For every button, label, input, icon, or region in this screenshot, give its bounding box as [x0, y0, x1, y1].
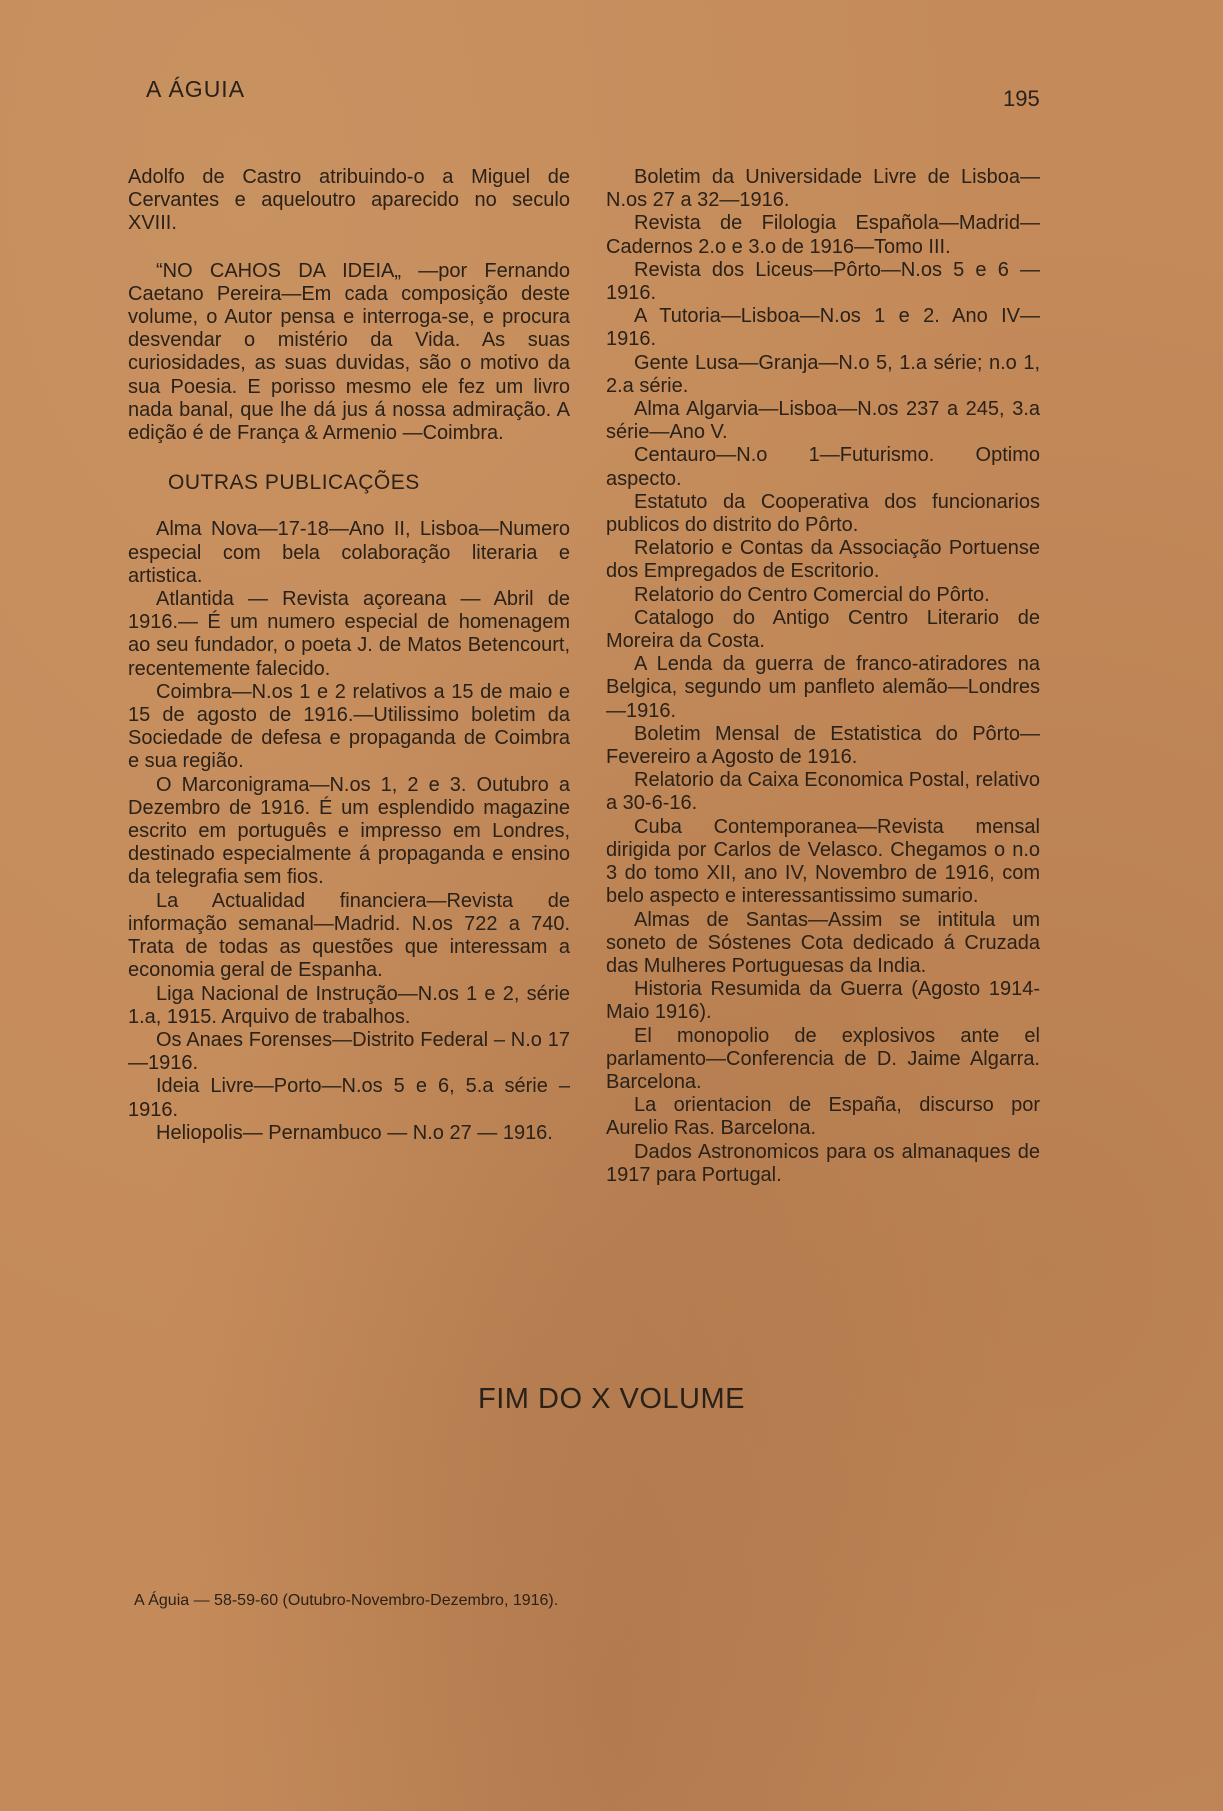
list-item: Relatorio da Caixa Economica Postal, relativo a 30-6-16.	[606, 769, 1040, 815]
list-item: Catalogo do Antigo Centro Literario de Moreira da Costa.	[606, 606, 1040, 653]
list-item: Ideia Livre—Porto—N.os 5 e 6, 5.a série –1916.	[128, 1075, 570, 1121]
list-item: O Marconigrama—N.os 1, 2 e 3. Outubro a Dezembro de 1916. É um esplendido magazine escrito em português e impresso em Londres, destinado especialmente á propaganda e ensino da telegrafia sem fios.	[128, 773, 570, 889]
list-item: Liga Nacional de Instrução—N.os 1 e 2, série 1.a, 1915. Arquivo de trabalhos.	[128, 982, 570, 1028]
list-item: Alma Algarvia—Lisboa—N.os 237 a 245, 3.a série—Ano V.	[606, 398, 1040, 444]
list-item: Coimbra—N.os 1 e 2 relativos a 15 de maio e 15 de agosto de 1916.—Utilissimo boletim da Sociedade de defesa e propaganda de Coimbra e sua região.	[128, 680, 570, 773]
list-item: Relatorio do Centro Comercial do Pôrto.	[634, 583, 990, 606]
list-item: Revista dos Liceus—Pôrto—N.os 5 e 6 —1916.	[606, 258, 1040, 305]
list-item: Gente Lusa—Granja—N.o 5, 1.a série; n.o 1, 2.a série.	[606, 351, 1040, 397]
list-item: A Tutoria—Lisboa—N.os 1 e 2. Ano IV—1916.	[606, 305, 1040, 351]
list-item: Os Anaes Forenses—Distrito Federal – N.o 17—1916.	[128, 1028, 570, 1075]
running-head: A ÁGUIA	[146, 76, 246, 102]
page-number: 195	[1003, 86, 1040, 111]
list-item: Almas de Santas—Assim se intitula um soneto de Sóstenes Cota dedicado á Cruzada das Mulheres Portuguesas da India.	[606, 908, 1040, 977]
list-item: La orientacion de España, discurso por Aurelio Ras. Barcelona.	[606, 1094, 1040, 1140]
list-item: Atlantida — Revista açoreana — Abril de 1916.— É um numero especial de homenagem ao seu fundador, o poeta J. de Matos Betencourt, recentemente falecido.	[128, 588, 570, 680]
section-heading: OUTRAS PUBLICAÇÕES	[168, 471, 420, 495]
list-item: Boletim Mensal de Estatistica do Pôrto—Fevereiro a Agosto de 1916.	[606, 722, 1040, 769]
list-item: Cuba Contemporanea—Revista mensal dirigida por Carlos de Velasco. Chegamos o n.o 3 do tomo XII, ano IV, Novembro de 1916, com belo aspecto e interessantissimo sumario.	[606, 815, 1040, 908]
list-item: Revista de Filologia Española—Madrid— Cadernos 2.o e 3.o de 1916—Tomo III.	[606, 212, 1040, 258]
list-item: Boletim da Universidade Livre de Lisboa—N.os 27 a 32—1916.	[606, 166, 1040, 212]
paragraph: Adolfo de Castro atribuindo-o a Miguel de Cervantes e aqueloutro aparecido no seculo XVIII.	[128, 166, 570, 235]
right-column	[606, 166, 1040, 1187]
list-item: La Actualidad financiera—Revista de informação semanal—Madrid. N.os 722 a 740. Trata de todas as questões que interessam a economia geral de Espanha.	[128, 889, 570, 982]
paragraph: “NO CAHOS DA IDEIA„ —por Fernando Caetano Pereira—Em cada composição deste volume, o Autor pensa e interroga-se, e procura desvendar o mistério da Vida. As suas curiosidades, as suas duvidas, são o motivo da sua Poesia. E porisso mesmo ele fez um livro nada banal, que lhe dá jus á nossa admiração. A edição é de França & Armenio —Coimbra.	[128, 259, 570, 445]
list-item: Dados Astronomicos para os almanaques de 1917 para Portugal.	[606, 1140, 1040, 1186]
list-item: Estatuto da Cooperativa dos funcionarios publicos do distrito do Pôrto.	[606, 490, 1040, 537]
end-title: FIM DO X VOLUME	[478, 1383, 745, 1415]
footer-note: A Águia — 58-59-60 (Outubro-Novembro-Dezembro, 1916).	[134, 1592, 559, 1609]
list-item: Alma Nova—17-18—Ano II, Lisboa—Numero especial com bela colaboração literaria e artistica.	[128, 518, 570, 587]
list-item: El monopolio de explosivos ante el parlamento—Conferencia de D. Jaime Algarra. Barcelona.	[606, 1024, 1040, 1093]
list-item: Heliopolis— Pernambuco — N.o 27 — 1916.	[156, 1121, 553, 1144]
list-item: Centauro—N.o 1—Futurismo. Optimo aspecto.	[606, 444, 1040, 490]
list-item: Historia Resumida da Guerra (Agosto 1914-Maio 1916).	[606, 978, 1040, 1024]
list-item: A Lenda da guerra de franco-atiradores na Belgica, segundo um panfleto alemão—Londres—1916.	[606, 653, 1040, 722]
list-item: Relatorio e Contas da Associação Portuense dos Empregados de Escritorio.	[606, 537, 1040, 583]
left-column	[128, 166, 570, 1145]
